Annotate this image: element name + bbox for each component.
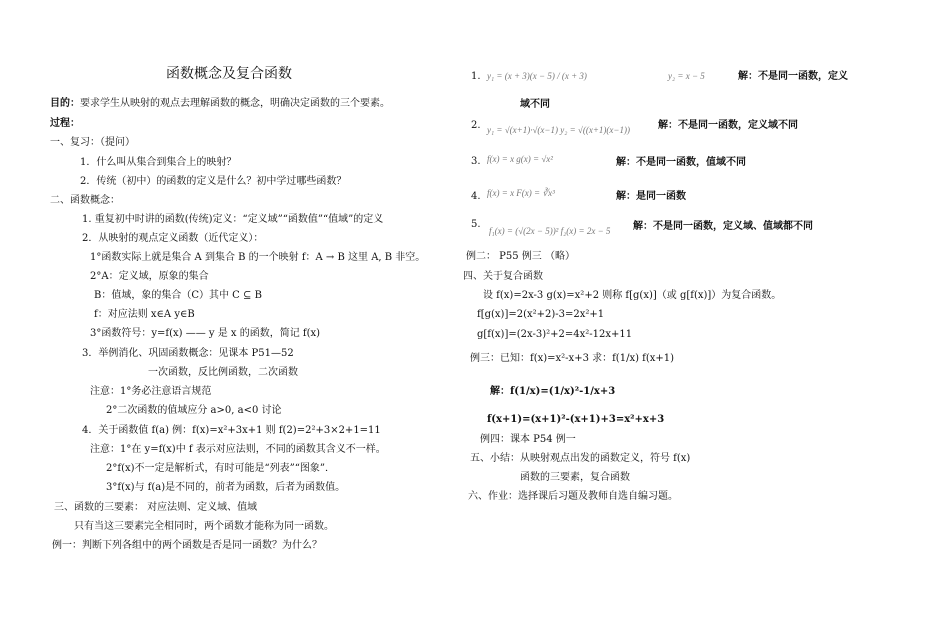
point-4: 4．关于函数值 f(a) 例：f(x)=x²+3x+1 则 f(2)=2²+3×2+1=11	[82, 425, 381, 436]
item-1-formula-1: y₁ = (x + 3)(x − 5) / (x + 3)	[487, 71, 587, 81]
note-1: 注意：1°务必注意语言规范	[90, 386, 212, 397]
example-4: 例四：课本 P54 例一	[480, 434, 576, 445]
point-3-examples: 一次函数，反比例函数，二次函数	[148, 367, 298, 378]
item-3-answer: 解：不是同一函数，值域不同	[616, 157, 746, 168]
point-2: 2．从映射的观点定义函数（近代定义）：	[82, 233, 264, 244]
note-2: 2°二次函数的值域应分 a>0, a<0 讨论	[106, 405, 282, 416]
note-5: 3°f(x)与 f(a)是不同的，前者为函数，后者为函数值。	[106, 482, 346, 493]
question-1: 1．什么叫从集合到集合上的映射？	[80, 157, 237, 168]
section-6-heading: 六、作业：选择课后习题及教师自选自编习题。	[468, 491, 678, 502]
section-1-heading: 一、复习：（提问）	[50, 137, 135, 148]
item-4-formula: f(x) = x F(x) = ∛x³	[487, 188, 555, 198]
item-3-number: 3.	[471, 156, 481, 167]
item-1-answer-cont: 域不同	[520, 99, 550, 110]
section-2-heading: 二、函数概念：	[50, 195, 120, 206]
item-5-formula: f₁(x) = (√(2x − 5))² f₂(x) = 2x − 5	[489, 226, 611, 236]
example-3-solution-2: f(x+1)=(x+1)²-(x+1)+3=x²+x+3	[487, 414, 665, 425]
page-title: 函数概念及复合函数	[166, 66, 292, 82]
definition-line-5: 3°函数符号：y=f(x) —— y 是 x 的函数，简记 f(x)	[90, 328, 321, 339]
section-3-text: 只有当这三要素完全相同时，两个函数才能称为同一函数。	[74, 521, 334, 532]
question-2: 2．传统（初中）的函数的定义是什么？初中学过哪些函数？	[80, 176, 347, 187]
item-5-answer: 解：不是同一函数，定义域、值域都不同	[633, 221, 813, 232]
section-5-heading: 五、小结：从映射观点出发的函数定义，符号 f(x)	[470, 453, 691, 464]
item-2-number: 2.	[471, 120, 481, 131]
goal-line	[50, 97, 390, 110]
goal-label: 目的：	[50, 98, 80, 109]
item-4-number: 4.	[471, 191, 481, 202]
item-1-number: 1.	[471, 71, 481, 82]
section-5-text: 函数的三要素，复合函数	[520, 472, 630, 483]
example-3: 例三：已知：f(x)=x²-x+3 求：f(1/x) f(x+1)	[470, 353, 675, 364]
item-2-answer: 解：不是同一函数，定义域不同	[658, 120, 798, 131]
point-1: 1. 重复初中时讲的函数(传统)定义：“定义域”“函数值”“值域”的定义	[82, 214, 384, 225]
item-1-answer: 解：不是同一函数，定义	[738, 71, 848, 82]
definition-line-4: f：对应法则 x∈A y∈B	[94, 309, 195, 320]
example-1-heading: 例一：判断下列各组中的两个函数是否是同一函数？为什么？	[52, 540, 322, 551]
composite-gf: g[f(x)]=(2x-3)²+2=4x²-12x+11	[477, 329, 633, 340]
note-4: 2°f(x)不一定是解析式，有时可能是“列表”“图象”．	[106, 463, 335, 474]
example-2: 例二： P55 例三 （略）	[466, 251, 575, 262]
point-3: 3．举例消化、巩固函数概念：见课本 P51—52	[82, 348, 294, 359]
definition-line-3: B：值域，象的集合（C）其中 C ⊆ B	[94, 290, 262, 301]
item-5-number: 5.	[471, 219, 481, 230]
definition-line-1: 1°函数实际上就是集合 A 到集合 B 的一个映射 f：A → B 这里 A, B 非空。	[90, 252, 426, 263]
composite-fg: f[g(x)]=2(x²+2)-3=2x²+1	[477, 309, 605, 320]
example-3-solution-1: 解：f(1/x)=(1/x)²-1/x+3	[490, 386, 616, 397]
section-3-heading: 三、函数的三要素： 对应法则、定义域、值域	[54, 502, 258, 513]
section-4-heading: 四、关于复合函数	[463, 271, 543, 282]
item-1-formula-2: y₂ = x − 5	[668, 71, 705, 81]
definition-line-2: 2°A：定义域，原象的集合	[90, 271, 209, 282]
process-heading: 过程：	[50, 118, 80, 129]
note-3: 注意：1°在 y=f(x)中 f 表示对应法则，不同的函数其含义不一样。	[90, 444, 386, 455]
item-4-answer: 解：是同一函数	[616, 191, 686, 202]
composite-definition: 设 f(x)=2x-3 g(x)=x²+2 则称 f[g(x)]（或 g[f(x)]）为复合函数。	[483, 290, 782, 301]
goal-text: 要求学生从映射的观点去理解函数的概念，明确决定函数的三个要素。	[80, 98, 390, 109]
item-3-formula: f(x) = x g(x) = √x²	[487, 154, 554, 164]
item-2-formula: y₁ = √(x+1)·√(x−1) y₂ = √((x+1)(x−1))	[487, 125, 630, 135]
